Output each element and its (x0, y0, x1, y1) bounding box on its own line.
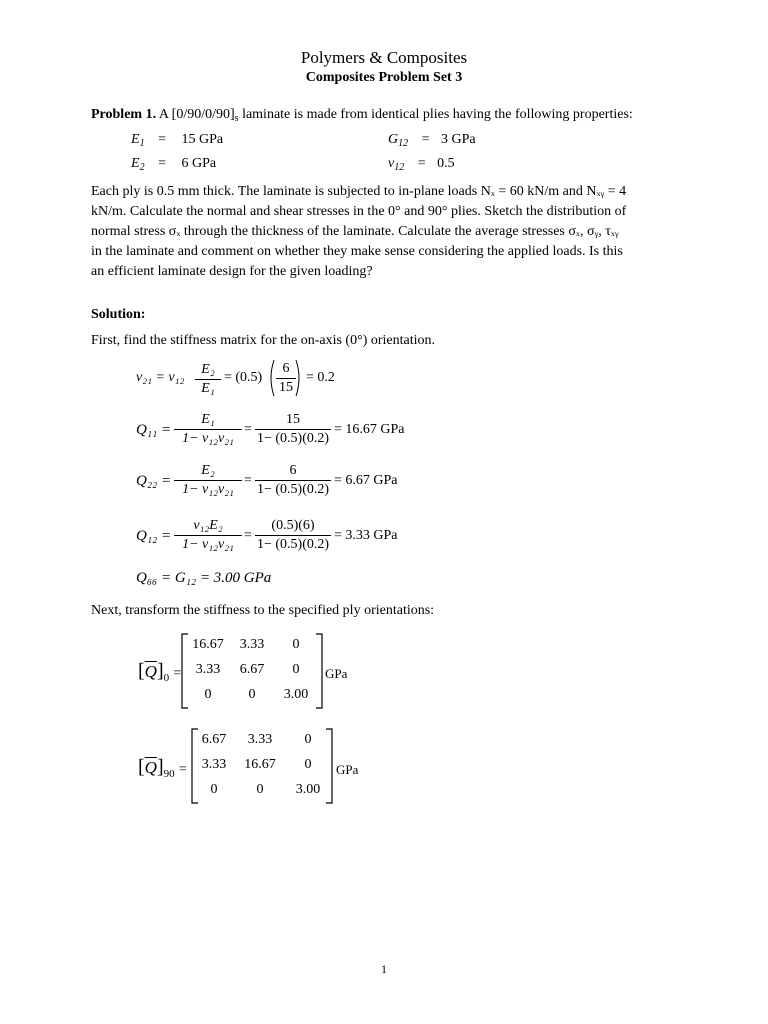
q12-fraction-2: $\frac{(0.5)(6)}{1- (0.5)(0.2)}$ (256, 518, 330, 552)
q66-equation: Q₆₆ = G₁₂ = 3.00 GPa (136, 570, 272, 586)
matrix-q0-cell: 0 (248, 687, 256, 702)
problem-intro-b: laminate is made from identical plies having the following properties: (238, 107, 633, 122)
matrix-q90-cell: 3.00 (295, 782, 321, 797)
property-nu12: $\nu_{12} = 0.5$ (388, 156, 455, 173)
matrix-q0-label: $[\overline{Q}]_0$ = (138, 660, 182, 684)
q11-lhs: Q₁₁ = (136, 422, 172, 438)
matrix-q90-cell: 3.33 (201, 757, 227, 772)
matrix-q90-cell: 0 (304, 732, 312, 747)
property-g12: $G_{12} = 3$ GPa (388, 132, 476, 149)
q11-eq: = (244, 422, 252, 437)
nu21-lhs: ν₂₁ = ν₁₂ (136, 370, 185, 385)
solution-heading: Solution: (91, 307, 146, 322)
q11-fraction-2: $\frac{15}{1- (0.5)(0.2)}$ (256, 412, 330, 446)
property-e2: $E_2 = 6$ GPa (131, 156, 217, 173)
solution-step1: First, find the stiffness matrix for the on-axis (0°) orientation. (91, 333, 435, 348)
matrix-q90-cell: 0 (304, 757, 312, 772)
matrix-q90-label: $[\overline{Q}]_{90}$ = (138, 756, 187, 780)
nu21-mid: = (0.5) (224, 370, 263, 385)
q11-fraction: $\frac{\text{E₁}}{\text{1− ν₁₂ν₂₁}}$ (174, 412, 242, 447)
paragraph-line: normal stress σₓ through the thickness of the laminate. Calculate the average stresses σₓ, σᵧ, τₓᵧ (91, 224, 619, 239)
matrix-q90-cell: 6.67 (201, 732, 227, 747)
paragraph-line: an efficient laminate design for the given loading? (91, 264, 373, 279)
nu21-fraction-2: $\frac{6}{15}$ (276, 361, 296, 396)
problem-intro-a: A [0/90/0/90] (158, 107, 235, 122)
q22-lhs: Q₂₂ = (136, 473, 172, 489)
matrix-q90-cell: 3.33 (247, 732, 273, 747)
paragraph-line: Each ply is 0.5 mm thick. The laminate is subjected to in-plane loads Nₓ = 60 kN/m and Nₓᵧ = 4 (91, 184, 627, 199)
q11-result: = 16.67 GPa (334, 422, 405, 437)
problem-intro-sub: s (234, 113, 239, 124)
matrix-q90-cell: 0 (210, 782, 218, 797)
matrix-q0-cell: 3.33 (239, 637, 265, 652)
paragraph-line: kN/m. Calculate the normal and shear stresses in the 0° and 90° plies. Sketch the distribution of (91, 204, 627, 219)
matrix-q90-cell: 16.67 (244, 757, 276, 772)
matrix-q0-cell: 0 (292, 637, 300, 652)
matrix-q0-cell: 16.67 (192, 637, 224, 652)
paragraph-line: in the laminate and comment on whether they make sense considering the applied loads. Is this (91, 244, 623, 259)
matrix-q0-cell: 3.33 (195, 662, 221, 677)
q12-eq: = (244, 528, 252, 543)
q12-result: = 3.33 GPa (334, 528, 398, 543)
q12-fraction: $\frac{\text{ν₁₂E₂}}{\text{1− ν₁₂ν₂₁}}$ (174, 518, 242, 553)
page-number: 1 (381, 962, 387, 976)
property-e1: $E_1 = 15$ GPa (131, 132, 224, 149)
problem-paragraph (91, 182, 691, 282)
document-subtitle: Composites Problem Set 3 (305, 70, 463, 85)
matrix-q90-unit: GPa (336, 762, 359, 777)
q22-eq: = (244, 473, 252, 488)
q12-lhs: Q₁₂ = (136, 528, 172, 544)
matrix-q0-cell: 0 (292, 662, 300, 677)
solution-step2: Next, transform the stiffness to the specified ply orientations: (91, 603, 435, 618)
matrix-q0-cell: 3.00 (283, 687, 309, 702)
q22-fraction: $\frac{\text{E₂}}{\text{1− ν₁₂ν₂₁}}$ (174, 463, 242, 498)
nu21-fraction: $\frac{\text{E₂}}{\text{E₁}}$ (195, 362, 221, 397)
problem-intro (91, 105, 691, 126)
nu21-result: = 0.2 (306, 370, 335, 385)
problem-label: Problem 1. (91, 107, 157, 122)
q22-fraction-2: $\frac{6}{1- (0.5)(0.2)}$ (256, 463, 330, 497)
q22-result: = 6.67 GPa (334, 473, 398, 488)
document-title: Polymers & Composites (300, 48, 468, 67)
matrix-q0-cell: 6.67 (239, 662, 265, 677)
matrix-q90-cell: 0 (256, 782, 264, 797)
matrix-q0-unit: GPa (325, 666, 348, 681)
matrix-q0-cell: 0 (204, 687, 212, 702)
